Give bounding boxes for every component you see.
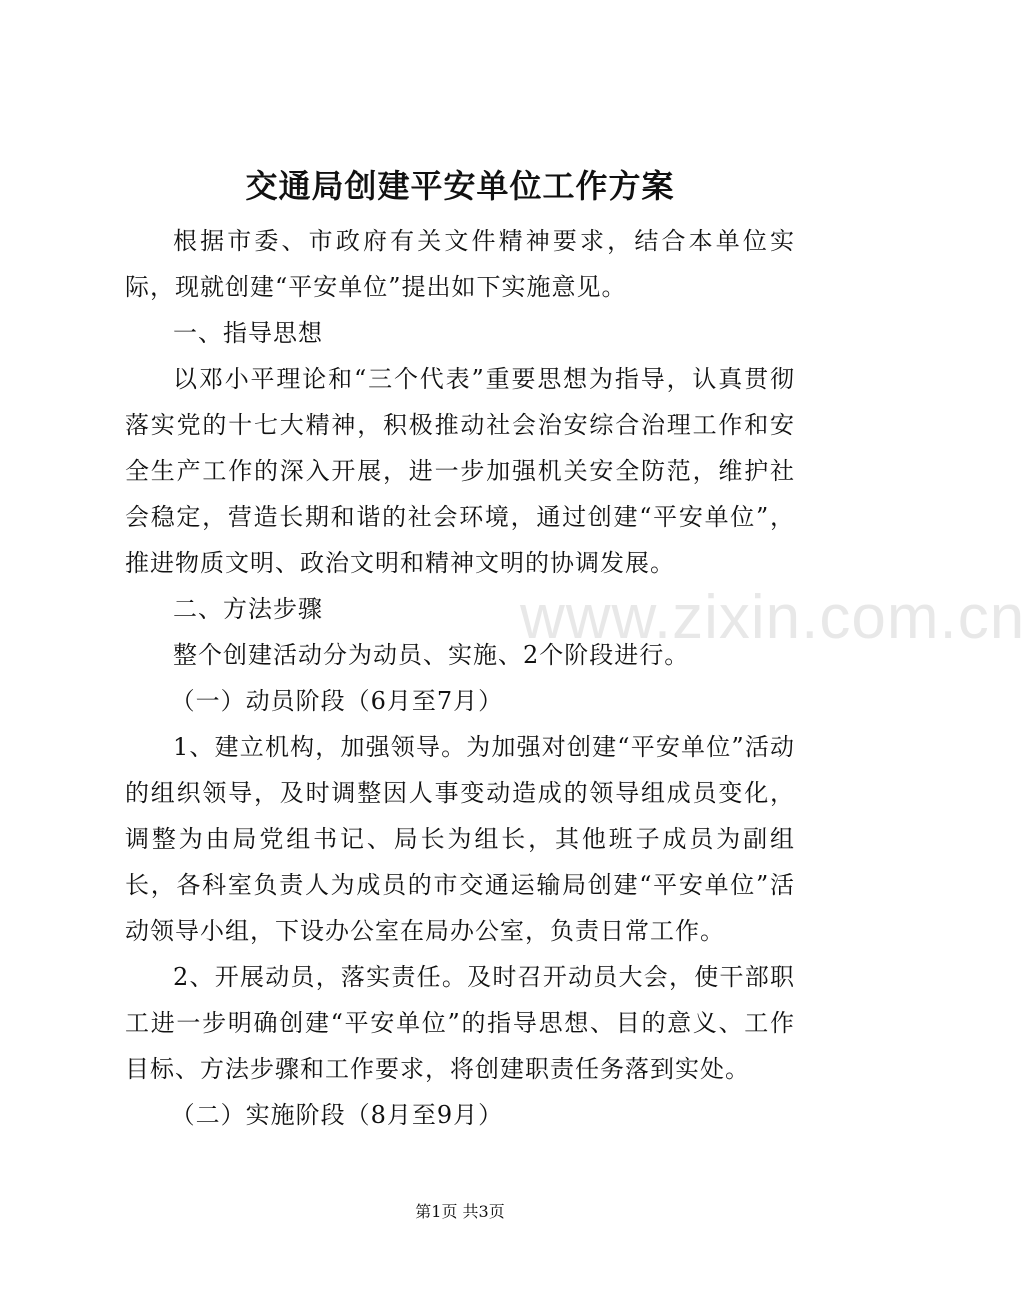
intro-paragraph: 根据市委、市政府有关文件精神要求，结合本单位实际，现就创建“平安单位”提出如下实施意见。 [125,227,795,301]
subsection-heading-implementation: （二）实施阶段（8月至9月） [170,1101,504,1129]
subsection-heading-mobilization: （一）动员阶段（6月至7月） [170,687,504,715]
section-heading-guiding-ideology: 一、指导思想 [173,319,323,347]
page-footer: 第1页 共3页 [415,1202,505,1221]
methods-overview-paragraph: 整个创建活动分为动员、实施、2个阶段进行。 [173,641,690,669]
watermark: www.zixin.com.cn [520,583,1025,652]
mobilization-item-2-paragraph: 2、开展动员，落实责任。及时召开动员大会，使干部职工进一步明确创建“平安单位”的指导思想、目的意义、工作目标、方法步骤和工作要求，将创建职责任务落到实处。 [125,963,795,1083]
document-title: 交通局创建平安单位工作方案 [245,167,675,205]
document-body [125,218,795,1138]
guiding-ideology-paragraph: 以邓小平理论和“三个代表”重要思想为指导，认真贯彻落实党的十七大精神，积极推动社会治安综合治理工作和安全生产工作的深入开展，进一步加强机关安全防范，维护社会稳定，营造长期和谐的社会环境，通过创建“平安单位”，推进物质文明、政治文明和精神文明的协调发展。 [125,365,795,577]
section-heading-methods-steps: 二、方法步骤 [173,595,323,623]
mobilization-item-1-paragraph: 1、建立机构，加强领导。为加强对创建“平安单位”活动的组织领导，及时调整因人事变动造成的领导组成员变化，调整为由局党组书记、局长为组长，其他班子成员为副组长，各科室负责人为成员的市交通运输局创建“平安单位”活动领导小组，下设办公室在局办公室，负责日常工作。 [125,733,795,945]
